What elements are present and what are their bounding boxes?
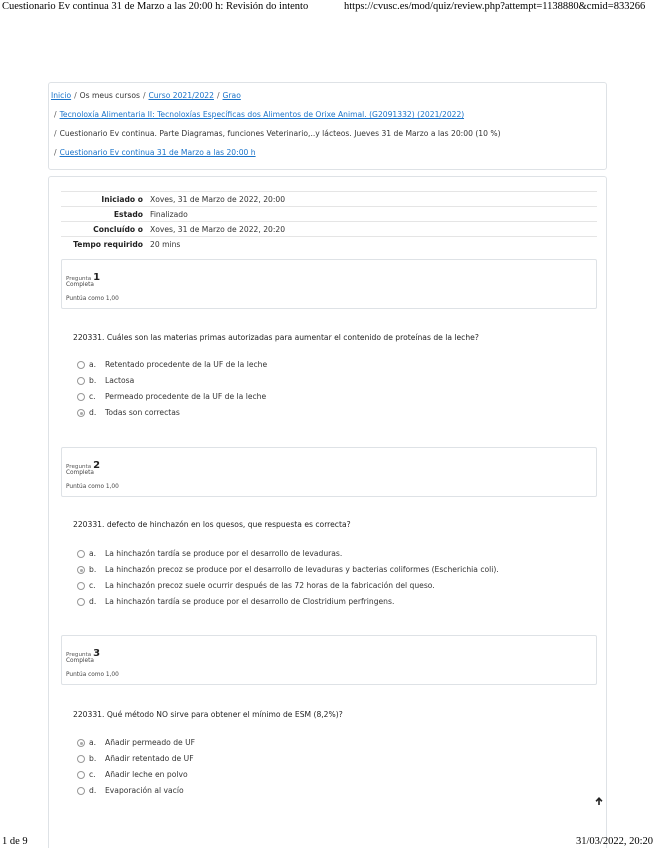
answer-option[interactable] — [77, 786, 587, 802]
answer-option[interactable] — [77, 770, 587, 786]
option-text: Añadir retentado de UF — [105, 754, 194, 763]
back-to-top-button[interactable] — [589, 791, 609, 811]
summary-value: Xoves, 31 de Marzo de 2022, 20:00 — [150, 195, 286, 204]
option-text: Evaporación al vacío — [105, 786, 184, 795]
answer-option[interactable] — [77, 360, 587, 376]
question-3-info — [61, 635, 597, 685]
radio-button[interactable] — [77, 787, 85, 795]
summary-row-started — [61, 191, 597, 206]
option-text: La hinchazón tardía se produce por el desarrollo de Clostridium perfringens. — [105, 597, 395, 606]
answer-option[interactable] — [77, 392, 587, 408]
summary-row-state — [61, 206, 597, 221]
option-letter: d. — [89, 597, 97, 606]
radio-button-selected[interactable] — [77, 739, 85, 747]
question-word: Pregunta — [66, 276, 92, 282]
radio-button[interactable] — [77, 377, 85, 385]
question-1-text: 220331. Cuáles son las materias primas autorizadas para aumentar el contenido de proteínas de la leche? — [73, 333, 479, 342]
radio-button[interactable] — [77, 550, 85, 558]
answer-option[interactable] — [77, 549, 587, 565]
option-letter: b. — [89, 376, 97, 385]
summary-value: 20 mins — [150, 240, 181, 249]
answer-option[interactable] — [77, 376, 587, 392]
print-header — [0, 0, 655, 14]
print-footer — [0, 836, 655, 848]
option-text: Permeado procedente de la UF de la leche — [105, 392, 267, 401]
radio-button[interactable] — [77, 598, 85, 606]
question-state: Completa — [66, 470, 94, 476]
option-text: La hinchazón precoz suele ocurrir después de las 72 horas de la fabricación del queso. — [105, 581, 435, 590]
attempt-summary-table — [61, 191, 597, 251]
option-text: Lactosa — [105, 376, 135, 385]
quiz-review-region — [48, 176, 607, 848]
answer-option[interactable] — [77, 597, 587, 613]
radio-button[interactable] — [77, 361, 85, 369]
option-letter: c. — [89, 770, 96, 779]
summary-label: Concluído o — [93, 225, 143, 234]
question-1-answers — [77, 360, 587, 424]
radio-button-selected[interactable] — [77, 566, 85, 574]
option-letter: c. — [89, 392, 96, 401]
breadcrumb-line-1: Inicio / Os meus cursos / Curso 2021/2022 / Grao — [51, 91, 241, 100]
option-letter: d. — [89, 408, 97, 417]
summary-label: Tempo requirido — [73, 240, 143, 249]
question-2-info — [61, 447, 597, 497]
answer-option[interactable] — [77, 408, 587, 424]
question-state: Completa — [66, 658, 94, 664]
option-text: Añadir permeado de UF — [105, 738, 196, 747]
question-number-value: 2 — [93, 460, 101, 471]
answer-option[interactable] — [77, 581, 587, 597]
radio-button[interactable] — [77, 582, 85, 590]
print-page-url: https://cvusc.es/mod/quiz/review.php?attempt=1138880&cmid=833266 — [344, 1, 646, 12]
option-letter: a. — [89, 549, 97, 558]
question-2-answers — [77, 549, 587, 613]
option-letter: c. — [89, 581, 96, 590]
option-letter: d. — [89, 786, 97, 795]
option-text: La hinchazón precoz se produce por el desarrollo de levaduras y bacterias coliformes (Escherichia coli). — [105, 565, 499, 574]
breadcrumb-quiz-link[interactable]: Cuestionario Ev continua 31 de Marzo a las 20:00 h — [59, 148, 256, 157]
answer-option[interactable] — [77, 565, 587, 581]
radio-button-selected[interactable] — [77, 409, 85, 417]
option-text: Añadir leche en polvo — [105, 770, 188, 779]
print-page-number: 1 de 9 — [2, 836, 28, 847]
summary-label: Iniciado o — [101, 195, 143, 204]
breadcrumb-year-link[interactable]: Curso 2021/2022 — [148, 91, 214, 100]
question-grade: Puntúa como 1,00 — [66, 672, 119, 678]
question-grade: Puntúa como 1,00 — [66, 484, 119, 490]
breadcrumb-line-4: / Cuestionario Ev continua 31 de Marzo a las 20:00 h — [54, 148, 256, 157]
summary-label: Estado — [113, 210, 143, 219]
breadcrumb-line-3: / Cuestionario Ev continua. Parte Diagramas, funciones Veterinario,..y lácteos. Jueves 31 de Marzo a las 20:00 (10 %) — [54, 129, 501, 138]
option-letter: a. — [89, 360, 97, 369]
question-3-text: 220331. Qué método NO sirve para obtener el mínimo de ESM (8,2%)? — [73, 710, 343, 719]
breadcrumb-line-2: / Tecnoloxía Alimentaria II: Tecnoloxías Específicas dos Alimentos de Orixe Animal. (G2091332) (2021/2022) — [54, 110, 465, 119]
question-1-info — [61, 259, 597, 309]
question-state: Completa — [66, 282, 94, 288]
arrow-up-icon — [594, 796, 604, 806]
summary-value: Finalizado — [150, 210, 188, 219]
breadcrumb-home-link[interactable]: Inicio — [51, 91, 72, 100]
answer-option[interactable] — [77, 754, 587, 770]
option-letter: a. — [89, 738, 97, 747]
question-2-text: 220331. defecto de hinchazón en los quesos, que respuesta es correcta? — [73, 520, 351, 529]
summary-row-completed — [61, 221, 597, 236]
breadcrumb — [48, 82, 607, 170]
breadcrumb-level-link[interactable]: Grao — [222, 91, 241, 100]
radio-button[interactable] — [77, 771, 85, 779]
summary-row-time-taken — [61, 236, 597, 251]
question-number-value: 1 — [93, 272, 101, 283]
summary-value: Xoves, 31 de Marzo de 2022, 20:20 — [150, 225, 286, 234]
option-text: Todas son correctas — [105, 408, 180, 417]
option-letter: b. — [89, 754, 97, 763]
radio-button[interactable] — [77, 393, 85, 401]
option-letter: b. — [89, 565, 97, 574]
breadcrumb-section[interactable]: Cuestionario Ev continua. Parte Diagramas, funciones Veterinario,..y lácteos. Jueves 31 de Marzo a las 20:00 (10 %) — [59, 129, 501, 138]
radio-button[interactable] — [77, 755, 85, 763]
breadcrumb-course-link[interactable]: Tecnoloxía Alimentaria II: Tecnoloxías Específicas dos Alimentos de Orixe Animal. (G2091332) (2021/2022) — [59, 110, 465, 119]
question-number-value: 3 — [93, 648, 101, 659]
option-text: Retentado procedente de la UF de la leche — [105, 360, 268, 369]
print-datetime: 31/03/2022, 20:20 — [575, 836, 653, 847]
question-word: Pregunta — [66, 464, 92, 470]
answer-option[interactable] — [77, 738, 587, 754]
question-grade: Puntúa como 1,00 — [66, 296, 119, 302]
print-page-title: Cuestionario Ev continua 31 de Marzo a las 20:00 h: Revisión do intento — [2, 1, 309, 12]
question-3-answers — [77, 738, 587, 802]
option-text: La hinchazón tardía se produce por el desarrollo de levaduras. — [105, 549, 343, 558]
question-word: Pregunta — [66, 652, 92, 658]
breadcrumb-my-courses[interactable]: Os meus cursos — [79, 91, 140, 100]
